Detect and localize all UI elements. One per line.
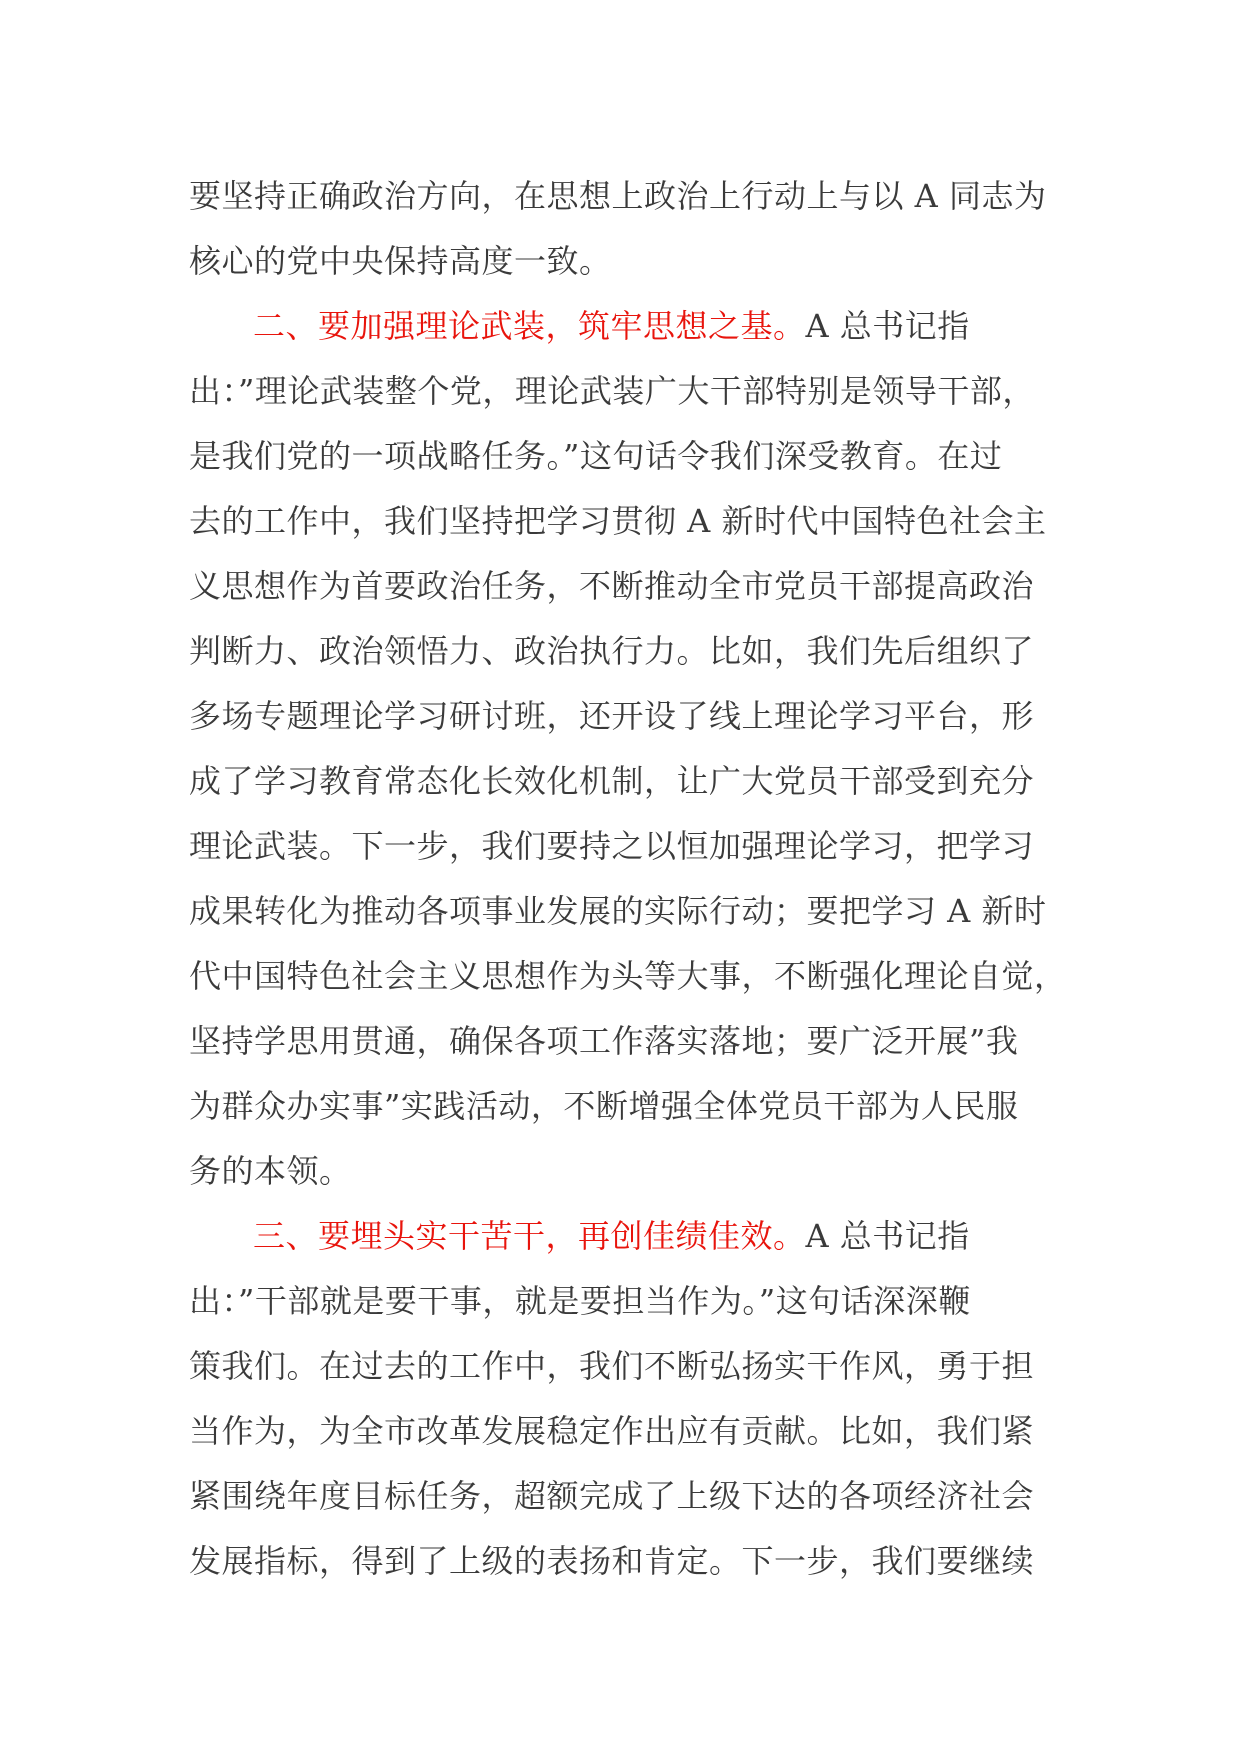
paragraph-1-line-2: 核心的党中央保持高度一致。 (189, 242, 612, 280)
section-2-line-11: 坚持学思用贯通，确保各项工作落实落地；要广泛开展”我 (189, 1022, 1019, 1060)
section-3-line-1: 出：”干部就是要干事，就是要担当作为。”这句话深深鞭 (189, 1282, 971, 1320)
section-2-line-10: 代中国特色社会主义思想作为头等大事，不断强化理论自觉， (189, 957, 1067, 995)
section-2-line-3: 去的工作中，我们坚持把学习贯彻 A 新时代中国特色社会主 (189, 502, 1047, 540)
section-2-line-1: 出：”理论武装整个党，理论武装广大干部特别是领导干部， (189, 372, 1035, 410)
section-2-heading-line (253, 306, 970, 346)
paragraph-1-line-1: 要坚持正确政治方向，在思想上政治上行动上与以 A 同志为 (189, 177, 1047, 215)
section-2-line-2: 是我们党的一项战略任务。”这句话令我们深受教育。在过 (189, 437, 1003, 475)
section-2-line-6: 多场专题理论学习研讨班，还开设了线上理论学习平台，形 (189, 697, 1035, 735)
section-2-line-13: 务的本领。 (189, 1152, 352, 1190)
section-2-line-8: 理论武装。下一步，我们要持之以恒加强理论学习，把学习 (189, 827, 1035, 865)
section-2-line-12: 为群众办实事”实践活动，不断增强全体党员干部为人民服 (189, 1087, 1019, 1125)
section-2-heading-tail: A 总书记指 (805, 307, 970, 345)
section-2-line-4: 义思想作为首要政治任务，不断推动全市党员干部提高政治 (189, 567, 1035, 605)
section-3-line-3: 当作为，为全市改革发展稳定作出应有贡献。比如，我们紧 (189, 1412, 1035, 1450)
section-2-line-5: 判断力、政治领悟力、政治执行力。比如，我们先后组织了 (189, 632, 1035, 670)
section-3-heading-line (253, 1216, 970, 1256)
section-2-heading: 二、要加强理论武装，筑牢思想之基。 (253, 307, 806, 345)
section-2-line-7: 成了学习教育常态化长效化机制，让广大党员干部受到充分 (189, 762, 1035, 800)
section-2-line-9: 成果转化为推动各项事业发展的实际行动；要把学习 A 新时 (189, 892, 1047, 930)
section-3-line-4: 紧围绕年度目标任务，超额完成了上级下达的各项经济社会 (189, 1477, 1035, 1515)
section-3-heading: 三、要埋头实干苦干，再创佳绩佳效。 (253, 1217, 806, 1255)
section-3-line-2: 策我们。在过去的工作中，我们不断弘扬实干作风，勇于担 (189, 1347, 1035, 1385)
section-3-heading-tail: A 总书记指 (805, 1217, 970, 1255)
section-3-line-5: 发展指标，得到了上级的表扬和肯定。下一步，我们要继续 (189, 1542, 1035, 1580)
